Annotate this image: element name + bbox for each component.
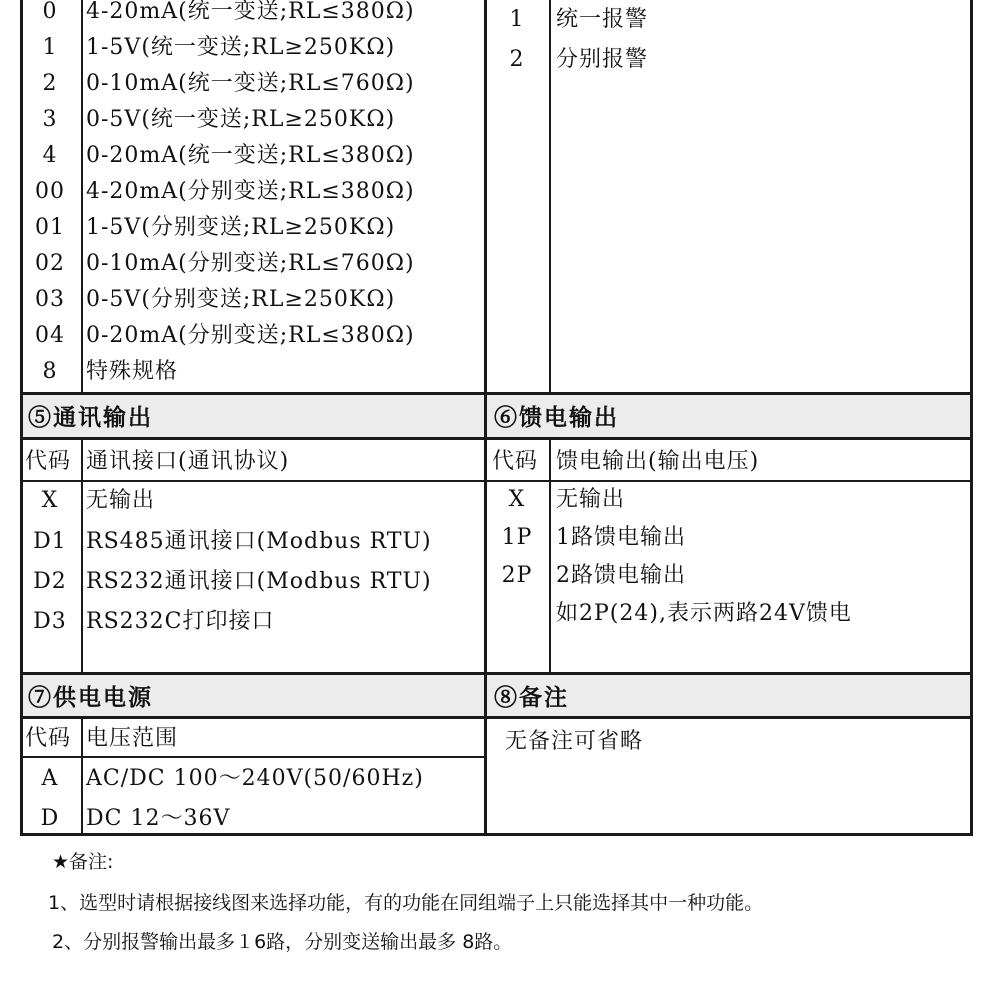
s7-desc: AC/DC 100～240V(50/60Hz) [86, 766, 424, 791]
s6-col-code: 代码 [492, 449, 539, 474]
s4-desc: 0-5V(分别变送;RL≥250KΩ) [86, 287, 396, 312]
s4-desc: 0-5V(统一变送;RL≥250KΩ) [86, 107, 396, 132]
s6-code: 2P [501, 563, 533, 588]
s6-example: 如2P(24),表示两路24V馈电 [556, 601, 852, 626]
s6-desc: 1路馈电输出 [556, 525, 686, 550]
divider [20, 437, 973, 440]
s5-desc: RS232C打印接口 [86, 609, 275, 634]
s6-desc: 无输出 [556, 487, 626, 512]
s5-code: D2 [33, 569, 67, 594]
s6-desc: 2路馈电输出 [556, 563, 686, 588]
alarm-code: 2 [509, 47, 525, 72]
s4-code: 00 [35, 179, 65, 204]
alarm-desc: 分别报警 [556, 47, 649, 72]
divider [81, 719, 83, 836]
s7-desc: DC 12～36V [86, 806, 231, 831]
s5-code: X [41, 488, 59, 513]
s7-code: A [41, 766, 59, 791]
divider [81, 440, 83, 672]
s4-desc: 1-5V(统一变送;RL≥250KΩ) [86, 35, 396, 60]
divider [20, 392, 973, 395]
s4-code: 0 [42, 0, 58, 24]
s4-desc: 1-5V(分别变送;RL≥250KΩ) [86, 215, 396, 240]
s4-code: 02 [35, 251, 65, 276]
s6-col-desc: 馈电输出(输出电压) [556, 449, 760, 474]
s4-desc: 0-10mA(统一变送;RL≤760Ω) [86, 71, 415, 96]
divider [20, 716, 973, 719]
s5-desc: RS485通讯接口(Modbus RTU) [86, 529, 432, 554]
divider [20, 756, 486, 758]
s4-desc: 0-10mA(分别变送;RL≤760Ω) [86, 251, 415, 276]
s4-code: 03 [35, 287, 65, 312]
s4-code: 4 [42, 143, 58, 168]
s5-desc: RS232通讯接口(Modbus RTU) [86, 569, 432, 594]
s4-code: 3 [42, 107, 58, 132]
divider [20, 672, 973, 675]
s5-title: ⑤通讯输出 [28, 404, 153, 431]
s5-code: D3 [33, 609, 67, 634]
divider [549, 0, 551, 392]
s4-code: 04 [35, 323, 65, 348]
s7-code: D [40, 806, 60, 831]
s8-text: 无备注可省略 [505, 729, 644, 754]
note-line-2: 2、分别报警输出最多１6路，分别变送输出最多 8路。 [52, 931, 513, 953]
notes-title: ★备注: [52, 851, 114, 873]
alarm-desc: 统一报警 [556, 7, 649, 32]
s7-title: ⑦供电电源 [28, 684, 153, 711]
s4-desc: 0-20mA(统一变送;RL≤380Ω) [86, 143, 415, 168]
alarm-code: 1 [509, 7, 525, 32]
s4-desc: 特殊规格 [86, 359, 179, 384]
s5-code: D1 [33, 529, 67, 554]
s6-code: 1P [501, 525, 533, 550]
s4-code: 8 [42, 359, 58, 384]
s4-code: 2 [42, 71, 58, 96]
s6-code: X [508, 487, 526, 512]
s7-col-code: 代码 [25, 726, 72, 751]
divider [20, 480, 973, 482]
s4-code: 01 [35, 215, 65, 240]
note-line-1: 1、选型时请根据接线图来选择功能，有的功能在同组端子上只能选择其中一种功能。 [48, 892, 764, 914]
s6-title: ⑥馈电输出 [494, 404, 619, 431]
s5-col-desc: 通讯接口(通讯协议) [86, 449, 290, 474]
divider [81, 0, 83, 392]
s4-desc: 4-20mA(分别变送;RL≤380Ω) [86, 179, 415, 204]
s7-col-desc: 电压范围 [86, 726, 179, 751]
divider [549, 440, 551, 672]
s4-desc: 0-20mA(分别变送;RL≤380Ω) [86, 323, 415, 348]
s4-desc: 4-20mA(统一变送;RL≤380Ω) [86, 0, 415, 24]
divider [484, 0, 487, 836]
s5-col-code: 代码 [25, 449, 72, 474]
s8-title: ⑧备注 [494, 684, 569, 711]
s5-desc: 无输出 [86, 488, 156, 513]
s4-code: 1 [42, 35, 58, 60]
